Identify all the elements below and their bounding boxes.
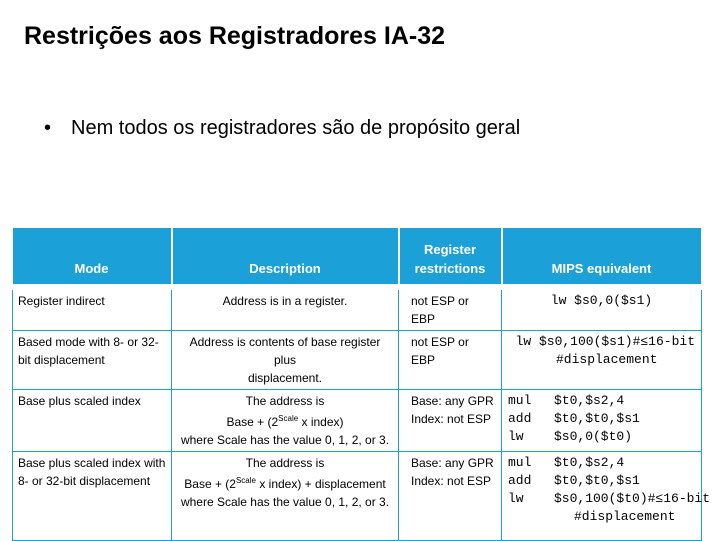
header-mips-equivalent: MIPS equivalent [502, 228, 702, 287]
table-row [13, 452, 702, 541]
bullet-text: Nem todos os registradores são de propósito geral [71, 117, 521, 139]
table-row [13, 390, 702, 452]
table-row [13, 331, 702, 390]
header-mode: Mode [13, 228, 172, 287]
restriction-cell: Base: any GPR Index: not ESP [399, 390, 502, 452]
bullet-item [44, 117, 520, 140]
slide-title: Restrições aos Registradores IA-32 [24, 22, 446, 50]
description-cell: Address is contents of base register plus displacement. [172, 331, 399, 390]
header-register-restrictions: Register restrictions [399, 228, 502, 287]
bullet-dot-icon: • [44, 117, 52, 139]
mips-cell: mul $t0,$s2,4 add $t0,$t0,$s1 lw $s0,0($t0) [502, 390, 702, 452]
mips-cell: mul $t0,$s2,4 add $t0,$t0,$s1 lw $s0,100($t0)#≤16-bit #displacement [502, 452, 702, 541]
mode-cell: Based mode with 8- or 32-bit displacement [13, 331, 172, 390]
restriction-cell: not ESP or EBP [399, 287, 502, 331]
table-row [13, 287, 702, 331]
description-cell: The address is Base + ($2^{Scale}$ x index) where Scale has the value 0, 1, 2, or 3. [172, 390, 399, 452]
addressing-modes-table [12, 228, 711, 524]
mode-cell: Base plus scaled index with 8- or 32-bit displacement [13, 452, 172, 541]
mode-cell: Register indirect [13, 287, 172, 331]
mips-cell: lw $s0,0($s1) [502, 287, 702, 331]
description-cell: The address is Base + ($2^{Scale}$ x index) + displacement where Scale has the value 0, 1, 2, or 3. [172, 452, 399, 541]
table-header-row [13, 228, 702, 287]
restriction-cell: not ESP or EBP [399, 331, 502, 390]
restriction-cell: Base: any GPR Index: not ESP [399, 452, 502, 541]
mips-cell: lw $s0,100($s1)#≤16-bit #displacement [502, 331, 702, 390]
description-cell: Address is in a register. [172, 287, 399, 331]
header-description: Description [172, 228, 399, 287]
mode-cell: Base plus scaled index [13, 390, 172, 452]
